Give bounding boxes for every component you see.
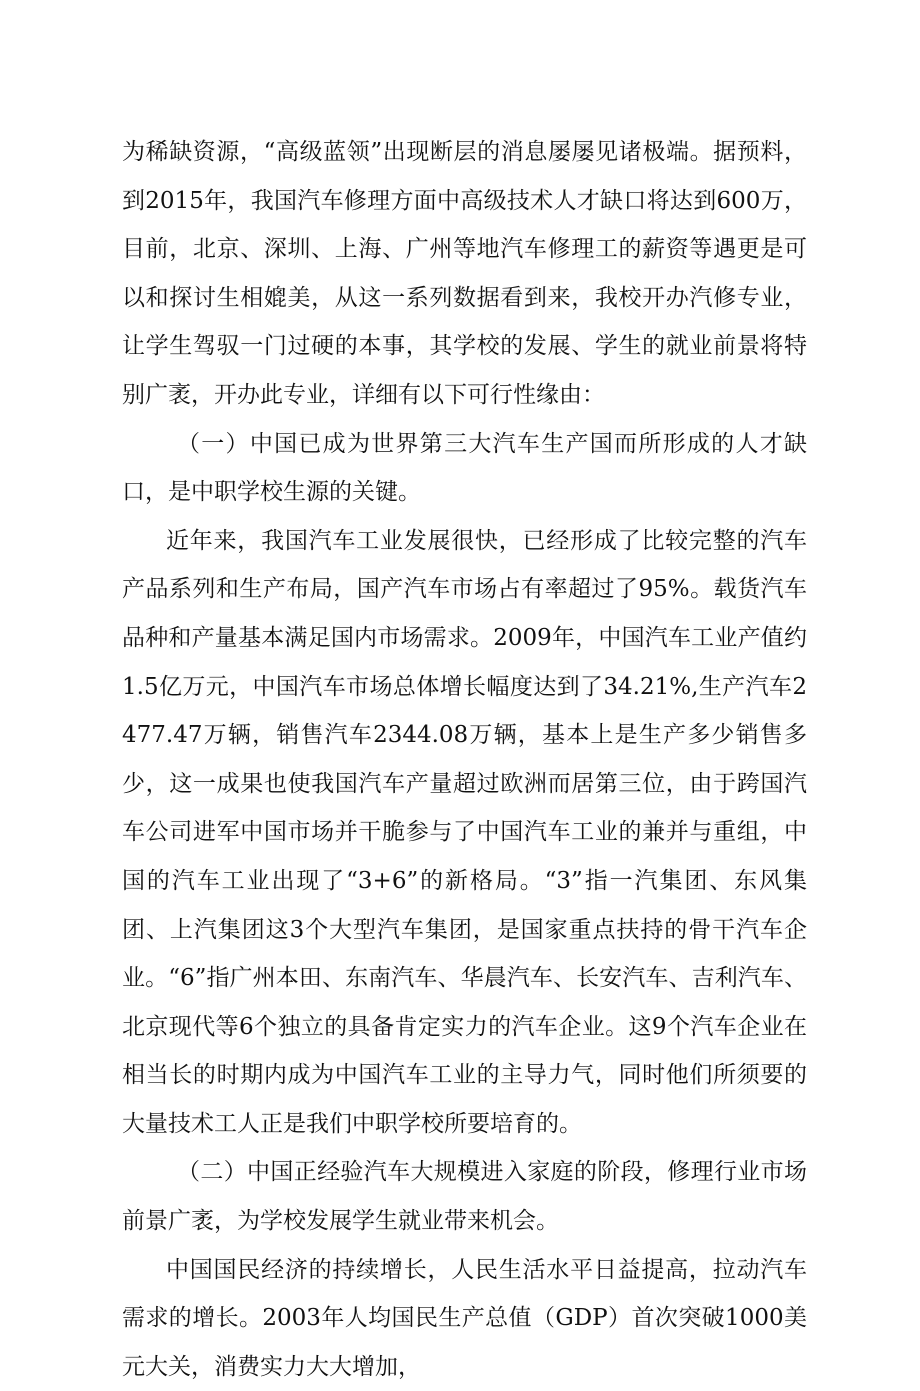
paragraph-auto-industry: 近年来，我国汽车工业发展很快，已经形成了比较完整的汽车产品系列和生产布局，国产汽车市场占有率超过了95%。载货汽车品种和产量基本满足国内市场需求。2009年，中国汽车工业产值约1.5亿万元，中国汽车市场总体增长幅度达到了34.21%,生产汽车2477.47万辆，销售汽车2344.08万辆，基本上是生产多少销售多少，这一成果也使我国汽车产量超过欧洲而居第三位，由于跨国汽车公司进军中国市场并干脆参与了中国汽车工业的兼并与重组，中国的汽车工业出现了“3+6”的新格局。“3”指一汽集团、东风集团、上汽集团这3个大型汽车集团，是国家重点扶持的骨干汽车企业。“6”指广州本田、东南汽车、华晨汽车、长安汽车、吉利汽车、北京现代等6个独立的具备肯定实力的汽车企业。这9个汽车企业在相当长的时期内成为中国汽车工业的主导力气，同时他们所须要的大量技术工人正是我们中职学校所要培育的。 bbox=[122, 527, 807, 1137]
section-heading-1: （一）中国已成为世界第三大汽车生产国而所形成的人才缺口，是中职学校生源的关键。 bbox=[122, 430, 807, 506]
paragraph-intro-continuation: 为稀缺资源，“高级蓝领”出现断层的消息屡屡见诸极端。据预料，到2015年，我国汽车修理方面中高级技术人才缺口将达到600万，目前，北京、深圳、上海、广州等地汽车修理工的薪资等遇更是可以和探讨生相媲美，从这一系列数据看到来，我校开办汽修专业，让学生驾驭一门过硬的本事，其学校的发展、学生的就业前景将特别广袤，开办此专业，详细有以下可行性缘由： bbox=[122, 139, 807, 408]
document-body bbox=[122, 128, 807, 1391]
section-heading-2: （二）中国正经验汽车大规模进入家庭的阶段，修理行业市场前景广袤，为学校发展学生就业带来机会。 bbox=[122, 1159, 807, 1235]
paragraph-economy: 中国国民经济的持续增长，人民生活水平日益提高，拉动汽车需求的增长。2003年人均国民生产总值（GDP）首次突破1000美元大关，消费实力大大增加， bbox=[122, 1256, 807, 1380]
